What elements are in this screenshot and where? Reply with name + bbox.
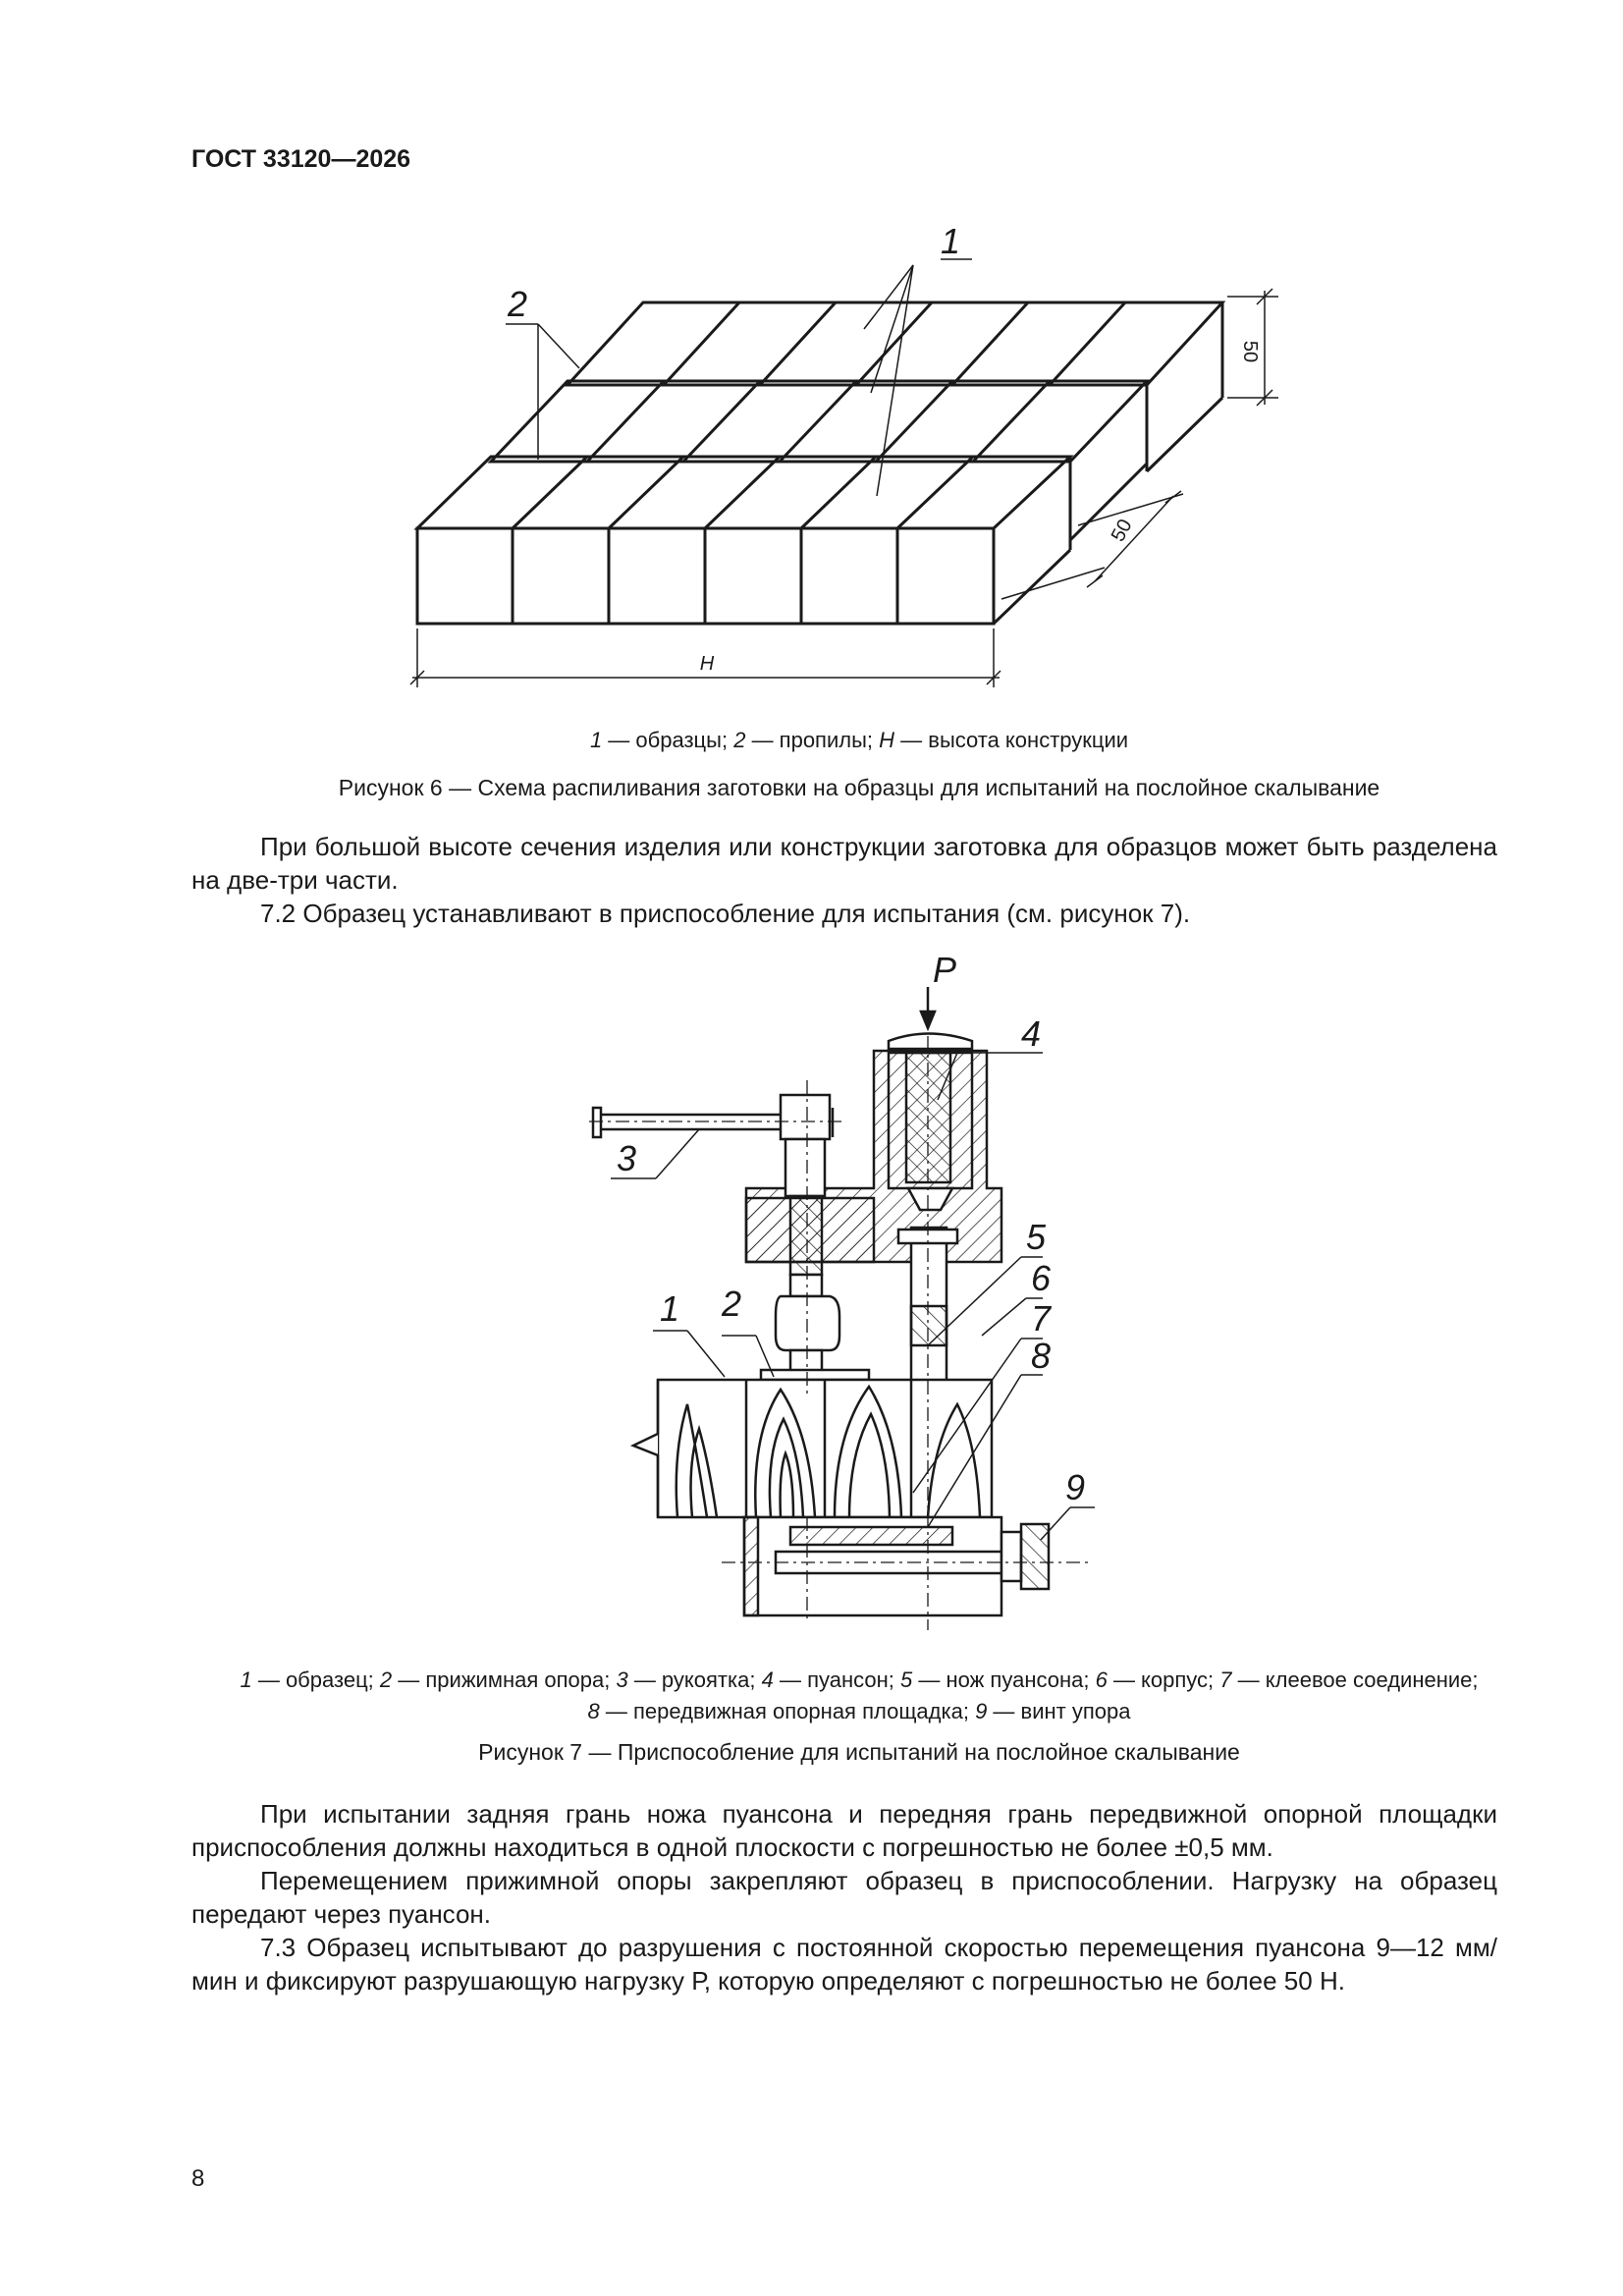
paragraph: Перемещением прижимной опоры закрепляют образец в приспособлении. Нагрузку на образец передают через пуансон. xyxy=(191,1866,1497,1929)
legend-key: 1 xyxy=(589,728,603,752)
legend-key: H xyxy=(879,728,895,752)
legend-key: 2 xyxy=(733,728,746,752)
legend-text: — образцы; xyxy=(602,728,734,752)
legend-text: — пуансон; xyxy=(773,1667,900,1692)
figure-7-caption: Рисунок 7 — Приспособление для испытаний на послойное скалывание xyxy=(478,1739,1240,1765)
legend-text: — пропилы; xyxy=(745,728,880,752)
legend-text: — рукоятка; xyxy=(627,1667,762,1692)
legend-text: — корпус; xyxy=(1107,1667,1220,1692)
paragraph: При испытании задняя грань ножа пуансона и передняя грань передвижной опорной площадки приспособления должны находиться в одной плоскости с погрешностью не более ±0,5 мм. xyxy=(191,1799,1497,1862)
legend-key: 8 xyxy=(587,1699,600,1723)
legend-text: — образец; xyxy=(251,1667,380,1692)
body-text-block-2 xyxy=(191,1797,1497,1997)
legend-key: 9 xyxy=(975,1699,988,1723)
paragraph: 7.3 Образец испытывают до разрушения с постоянной скоростью перемещения пуансона 9—12 мм/мин и фиксируют разрушающую нагрузку Р, которую определяют с погрешностью не более 50 Н. xyxy=(191,1933,1497,1995)
fig6-dim-height: 50 xyxy=(1239,340,1261,363)
legend-text: — клеевое соединение; xyxy=(1231,1667,1479,1692)
fig7-callout-4: 4 xyxy=(1021,1013,1042,1054)
legend-key: 7 xyxy=(1219,1667,1232,1692)
paragraph: 7.2 Образец устанавливают в приспособление для испытания (см. рисунок 7). xyxy=(260,899,1191,928)
fig6-dim-width: 50 xyxy=(1107,516,1137,546)
legend-line-1 xyxy=(147,1665,1571,1696)
page-number: 8 xyxy=(191,2165,205,2192)
legend-key: 6 xyxy=(1095,1667,1108,1692)
fig7-callout-5: 5 xyxy=(1026,1217,1047,1257)
fig7-callout-2: 2 xyxy=(722,1284,742,1324)
fig7-callout-P: P xyxy=(933,950,957,990)
legend-key: 2 xyxy=(379,1667,393,1692)
paragraph: При большой высоте сечения изделия или конструкции заготовка для образцов может быть разделена на две-три части. xyxy=(191,832,1497,895)
figure-6-caption: Рисунок 6 — Схема распиливания заготовки на образцы для испытаний на послойное скалывание xyxy=(338,775,1380,800)
legend-text: — винт упора xyxy=(987,1699,1131,1723)
legend-text: — передвижная опорная площадка; xyxy=(599,1699,976,1723)
figure-7-legend xyxy=(147,1665,1571,1727)
legend-line-2 xyxy=(147,1696,1571,1727)
fig7-callout-8: 8 xyxy=(1031,1336,1052,1376)
fig7-callout-3: 3 xyxy=(617,1138,637,1178)
fig7-callout-9: 9 xyxy=(1065,1467,1086,1507)
legend-text: — высота конструкции xyxy=(894,728,1129,752)
fig6-dim-H: H xyxy=(699,653,715,675)
fig6-callout-1: 1 xyxy=(941,221,961,261)
fig7-callout-1: 1 xyxy=(660,1288,680,1329)
fig7-callout-7: 7 xyxy=(1031,1298,1052,1339)
legend-key: 4 xyxy=(761,1667,774,1692)
document-header: ГОСТ 33120—2026 xyxy=(191,145,411,173)
legend-text: — нож пуансона; xyxy=(912,1667,1096,1692)
fig7-callout-6: 6 xyxy=(1031,1258,1052,1298)
legend-text: — прижимная опора; xyxy=(392,1667,617,1692)
legend-key: 5 xyxy=(899,1667,913,1692)
fig6-callout-2: 2 xyxy=(508,284,528,324)
legend-key: 3 xyxy=(616,1667,628,1692)
legend-key: 1 xyxy=(240,1667,252,1692)
